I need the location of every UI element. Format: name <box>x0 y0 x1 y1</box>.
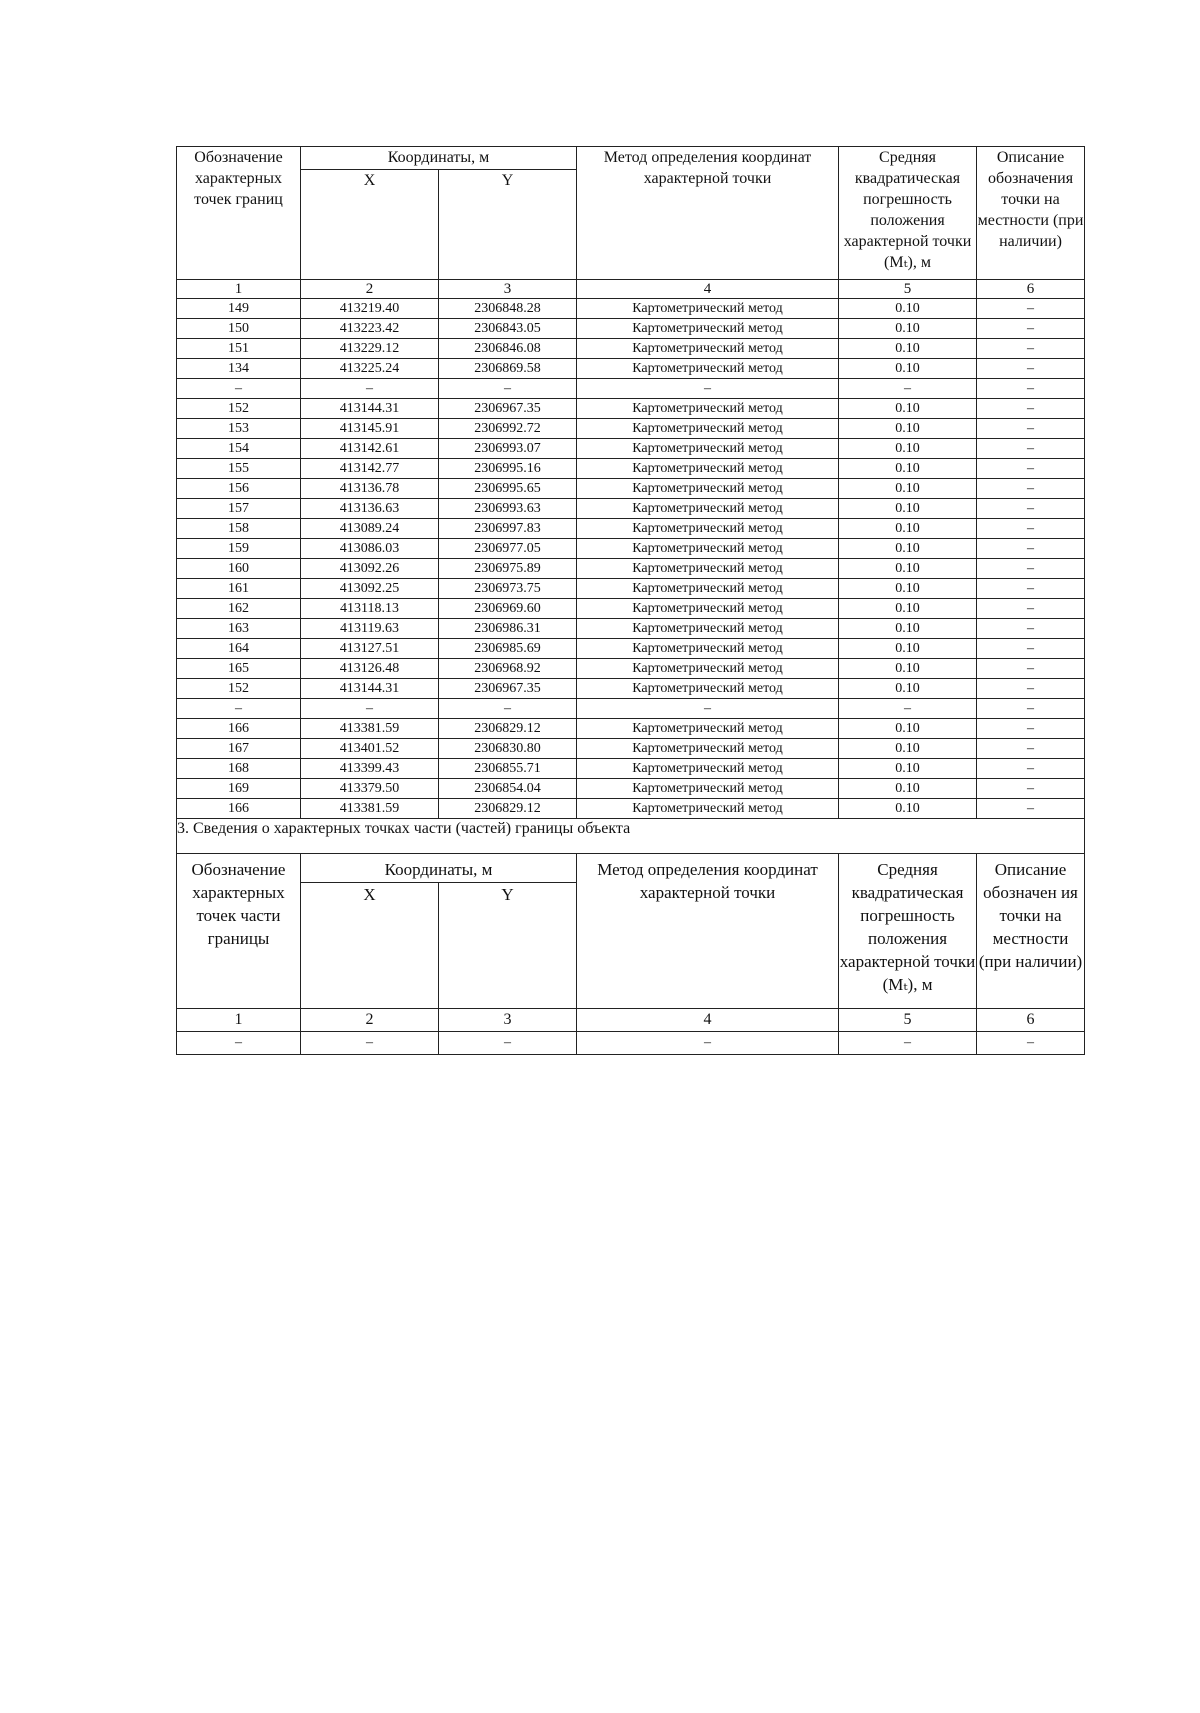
x-coordinate: – <box>301 379 439 399</box>
y-coordinate: 2306995.16 <box>439 459 577 479</box>
y-coordinate: 2306993.07 <box>439 439 577 459</box>
boundary-points-table <box>176 146 1085 853</box>
x-coordinate: 413092.25 <box>301 579 439 599</box>
method: Картометрический метод <box>577 339 839 359</box>
header-method: Метод определения координат характерной точки <box>577 147 839 280</box>
x-coordinate: – <box>301 1032 439 1055</box>
table-row <box>177 339 1085 359</box>
point-number: 155 <box>177 459 301 479</box>
error-value: 0.10 <box>839 659 977 679</box>
x-coordinate: 413118.13 <box>301 599 439 619</box>
y-coordinate: 2306855.71 <box>439 759 577 779</box>
x-coordinate: 413381.59 <box>301 799 439 819</box>
description: – <box>977 1032 1085 1055</box>
description: – <box>977 719 1085 739</box>
header-y: Y <box>439 883 577 1009</box>
header-designation: Обозначение характерных точек границ <box>177 147 301 280</box>
y-coordinate: 2306829.12 <box>439 719 577 739</box>
error-value: 0.10 <box>839 519 977 539</box>
method: Картометрический метод <box>577 559 839 579</box>
description: – <box>977 399 1085 419</box>
table-row <box>177 779 1085 799</box>
method: Картометрический метод <box>577 619 839 639</box>
point-number: 152 <box>177 399 301 419</box>
column-number: 4 <box>577 280 839 299</box>
x-coordinate: 413225.24 <box>301 359 439 379</box>
description: – <box>977 779 1085 799</box>
point-number: 152 <box>177 679 301 699</box>
error-value: 0.10 <box>839 419 977 439</box>
error-value: 0.10 <box>839 619 977 639</box>
y-coordinate: – <box>439 379 577 399</box>
method: Картометрический метод <box>577 499 839 519</box>
x-coordinate: 413229.12 <box>301 339 439 359</box>
method: – <box>577 1032 839 1055</box>
method: Картометрический метод <box>577 739 839 759</box>
error-value: 0.10 <box>839 639 977 659</box>
x-coordinate: 413092.26 <box>301 559 439 579</box>
header-error: Средняя квадратическая погрешность положения характерной точки (Mₜ), м <box>839 854 977 1009</box>
error-value: 0.10 <box>839 339 977 359</box>
table-row <box>177 699 1085 719</box>
description: – <box>977 299 1085 319</box>
table-row <box>177 719 1085 739</box>
point-number: 169 <box>177 779 301 799</box>
error-value: 0.10 <box>839 499 977 519</box>
error-value: 0.10 <box>839 439 977 459</box>
description: – <box>977 599 1085 619</box>
description: – <box>977 659 1085 679</box>
error-value: 0.10 <box>839 359 977 379</box>
x-coordinate: 413381.59 <box>301 719 439 739</box>
point-number: 166 <box>177 799 301 819</box>
table-row <box>177 1032 1085 1055</box>
column-number: 3 <box>439 1009 577 1032</box>
x-coordinate: 413142.77 <box>301 459 439 479</box>
point-number: 150 <box>177 319 301 339</box>
header-y: Y <box>439 170 577 280</box>
point-number: 134 <box>177 359 301 379</box>
x-coordinate: 413086.03 <box>301 539 439 559</box>
description: – <box>977 579 1085 599</box>
method: – <box>577 699 839 719</box>
x-coordinate: 413144.31 <box>301 399 439 419</box>
method: – <box>577 379 839 399</box>
description: – <box>977 439 1085 459</box>
header-description: Описание обозначен ия точки на местности (при наличии) <box>977 854 1085 1009</box>
error-value: 0.10 <box>839 679 977 699</box>
y-coordinate: 2306973.75 <box>439 579 577 599</box>
header-method: Метод определения координат характерной точки <box>577 854 839 1009</box>
x-coordinate: 413089.24 <box>301 519 439 539</box>
y-coordinate: 2306846.08 <box>439 339 577 359</box>
column-number: 3 <box>439 280 577 299</box>
y-coordinate: 2306967.35 <box>439 679 577 699</box>
y-coordinate: – <box>439 1032 577 1055</box>
column-number: 1 <box>177 1009 301 1032</box>
y-coordinate: 2306829.12 <box>439 799 577 819</box>
point-number: – <box>177 699 301 719</box>
table-row <box>177 619 1085 639</box>
x-coordinate: 413223.42 <box>301 319 439 339</box>
table-row <box>177 659 1085 679</box>
point-number: 157 <box>177 499 301 519</box>
section-title-row <box>177 819 1085 854</box>
x-coordinate: 413126.48 <box>301 659 439 679</box>
point-number: 166 <box>177 719 301 739</box>
y-coordinate: 2306977.05 <box>439 539 577 559</box>
header-x: X <box>301 883 439 1009</box>
x-coordinate: 413145.91 <box>301 419 439 439</box>
table-row <box>177 519 1085 539</box>
y-coordinate: 2306969.60 <box>439 599 577 619</box>
y-coordinate: 2306986.31 <box>439 619 577 639</box>
y-coordinate: 2306848.28 <box>439 299 577 319</box>
point-number: 154 <box>177 439 301 459</box>
x-coordinate: 413219.40 <box>301 299 439 319</box>
coordinates-sheet <box>176 146 1084 1055</box>
x-coordinate: – <box>301 699 439 719</box>
column-number: 6 <box>977 280 1085 299</box>
y-coordinate: 2306843.05 <box>439 319 577 339</box>
column-number: 4 <box>577 1009 839 1032</box>
y-coordinate: 2306975.89 <box>439 559 577 579</box>
y-coordinate: 2306967.35 <box>439 399 577 419</box>
table-row <box>177 399 1085 419</box>
error-value: 0.10 <box>839 739 977 759</box>
description: – <box>977 319 1085 339</box>
y-coordinate: 2306992.72 <box>439 419 577 439</box>
y-coordinate: 2306830.80 <box>439 739 577 759</box>
column-number: 1 <box>177 280 301 299</box>
method: Картометрический метод <box>577 579 839 599</box>
table-row <box>177 479 1085 499</box>
column-number: 6 <box>977 1009 1085 1032</box>
description: – <box>977 339 1085 359</box>
header-coordinates: Координаты, м <box>301 147 577 170</box>
section-title: 3. Сведения о характерных точках части (частей) границы объекта <box>177 819 1085 854</box>
point-number: 167 <box>177 739 301 759</box>
y-coordinate: 2306869.58 <box>439 359 577 379</box>
table-row <box>177 379 1085 399</box>
method: Картометрический метод <box>577 679 839 699</box>
table-row <box>177 539 1085 559</box>
error-value: 0.10 <box>839 719 977 739</box>
point-number: 161 <box>177 579 301 599</box>
y-coordinate: 2306995.65 <box>439 479 577 499</box>
error-value: 0.10 <box>839 459 977 479</box>
x-coordinate: 413379.50 <box>301 779 439 799</box>
header-x: X <box>301 170 439 280</box>
description: – <box>977 799 1085 819</box>
method: Картометрический метод <box>577 799 839 819</box>
column-number: 2 <box>301 1009 439 1032</box>
error-value: – <box>839 699 977 719</box>
y-coordinate: 2306993.63 <box>439 499 577 519</box>
description: – <box>977 499 1085 519</box>
point-number: 153 <box>177 419 301 439</box>
header-error: Средняя квадратическая погрешность положения характерной точки (Mₜ), м <box>839 147 977 280</box>
error-value: 0.10 <box>839 799 977 819</box>
header-designation: Обозначение характерных точек части границы <box>177 854 301 1009</box>
description: – <box>977 519 1085 539</box>
error-value: 0.10 <box>839 759 977 779</box>
description: – <box>977 479 1085 499</box>
method: Картометрический метод <box>577 779 839 799</box>
y-coordinate: 2306997.83 <box>439 519 577 539</box>
method: Картометрический метод <box>577 639 839 659</box>
point-number: – <box>177 379 301 399</box>
column-number-row <box>177 1009 1085 1032</box>
table-row <box>177 299 1085 319</box>
x-coordinate: 413136.63 <box>301 499 439 519</box>
error-value: 0.10 <box>839 539 977 559</box>
description: – <box>977 559 1085 579</box>
description: – <box>977 759 1085 779</box>
method: Картометрический метод <box>577 519 839 539</box>
method: Картометрический метод <box>577 459 839 479</box>
x-coordinate: 413127.51 <box>301 639 439 659</box>
table-row <box>177 459 1085 479</box>
error-value: 0.10 <box>839 599 977 619</box>
error-value: – <box>839 1032 977 1055</box>
error-value: 0.10 <box>839 779 977 799</box>
error-value: – <box>839 379 977 399</box>
header-description: Описание обозначения точки на местности (при наличии) <box>977 147 1085 280</box>
error-value: 0.10 <box>839 299 977 319</box>
point-number: – <box>177 1032 301 1055</box>
point-number: 163 <box>177 619 301 639</box>
error-value: 0.10 <box>839 399 977 419</box>
point-number: 149 <box>177 299 301 319</box>
description: – <box>977 739 1085 759</box>
error-value: 0.10 <box>839 319 977 339</box>
y-coordinate: – <box>439 699 577 719</box>
table-row <box>177 599 1085 619</box>
point-number: 159 <box>177 539 301 559</box>
column-number: 5 <box>839 1009 977 1032</box>
point-number: 164 <box>177 639 301 659</box>
description: – <box>977 359 1085 379</box>
method: Картометрический метод <box>577 719 839 739</box>
x-coordinate: 413144.31 <box>301 679 439 699</box>
x-coordinate: 413136.78 <box>301 479 439 499</box>
header-coordinates: Координаты, м <box>301 854 577 883</box>
description: – <box>977 639 1085 659</box>
method: Картометрический метод <box>577 479 839 499</box>
point-number: 165 <box>177 659 301 679</box>
method: Картометрический метод <box>577 759 839 779</box>
table-row <box>177 759 1085 779</box>
method: Картометрический метод <box>577 419 839 439</box>
x-coordinate: 413142.61 <box>301 439 439 459</box>
point-number: 168 <box>177 759 301 779</box>
column-number: 5 <box>839 280 977 299</box>
method: Картометрический метод <box>577 319 839 339</box>
method: Картометрический метод <box>577 359 839 379</box>
method: Картометрический метод <box>577 439 839 459</box>
description: – <box>977 459 1085 479</box>
y-coordinate: 2306854.04 <box>439 779 577 799</box>
method: Картометрический метод <box>577 599 839 619</box>
point-number: 160 <box>177 559 301 579</box>
x-coordinate: 413399.43 <box>301 759 439 779</box>
error-value: 0.10 <box>839 579 977 599</box>
column-number-row <box>177 280 1085 299</box>
table-row <box>177 319 1085 339</box>
x-coordinate: 413119.63 <box>301 619 439 639</box>
method: Картометрический метод <box>577 659 839 679</box>
table-row <box>177 579 1085 599</box>
description: – <box>977 699 1085 719</box>
method: Картометрический метод <box>577 299 839 319</box>
table-row <box>177 559 1085 579</box>
method: Картометрический метод <box>577 399 839 419</box>
table-row <box>177 799 1085 819</box>
table-header-row <box>177 147 1085 170</box>
table-header-row <box>177 854 1085 883</box>
point-number: 156 <box>177 479 301 499</box>
table-row <box>177 639 1085 659</box>
table-row <box>177 419 1085 439</box>
description: – <box>977 679 1085 699</box>
table-row <box>177 739 1085 759</box>
point-number: 162 <box>177 599 301 619</box>
point-number: 158 <box>177 519 301 539</box>
table-row <box>177 439 1085 459</box>
table-row <box>177 679 1085 699</box>
y-coordinate: 2306968.92 <box>439 659 577 679</box>
error-value: 0.10 <box>839 479 977 499</box>
description: – <box>977 419 1085 439</box>
error-value: 0.10 <box>839 559 977 579</box>
column-number: 2 <box>301 280 439 299</box>
table-row <box>177 499 1085 519</box>
method: Картометрический метод <box>577 539 839 559</box>
description: – <box>977 539 1085 559</box>
description: – <box>977 379 1085 399</box>
part-boundary-points-table <box>176 853 1085 1055</box>
description: – <box>977 619 1085 639</box>
table-row <box>177 359 1085 379</box>
x-coordinate: 413401.52 <box>301 739 439 759</box>
point-number: 151 <box>177 339 301 359</box>
y-coordinate: 2306985.69 <box>439 639 577 659</box>
